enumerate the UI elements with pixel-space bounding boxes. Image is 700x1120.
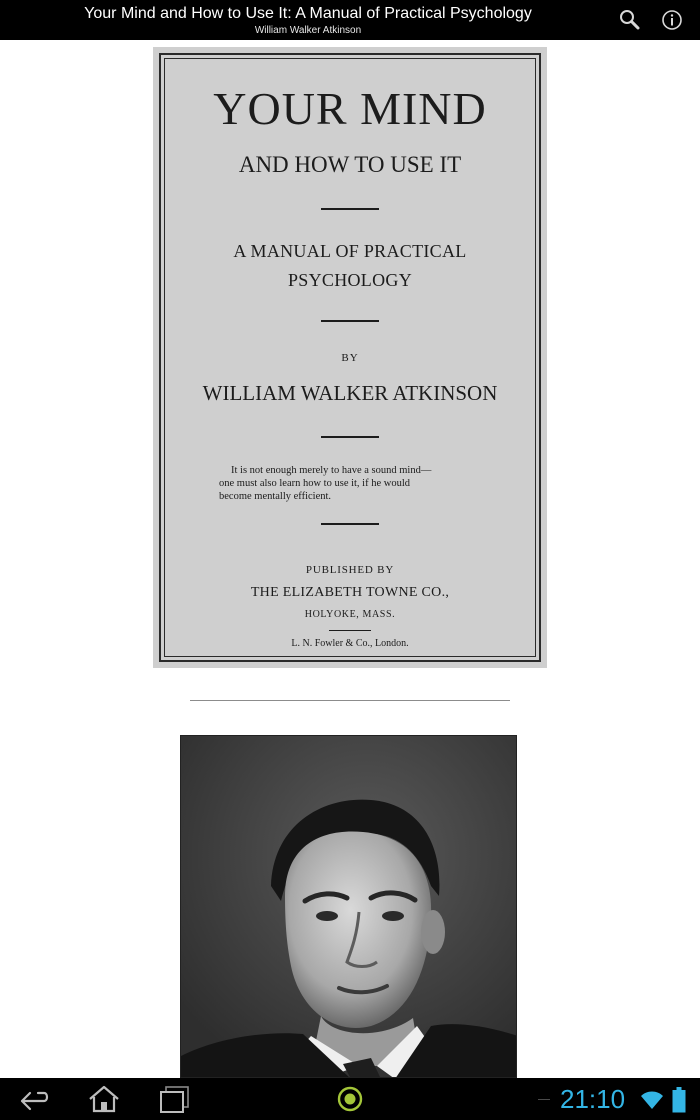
home-button[interactable] — [86, 1083, 122, 1115]
app-indicator-icon — [332, 1083, 368, 1115]
action-bar — [0, 0, 700, 40]
recent-apps-icon — [156, 1083, 192, 1115]
cover-rule — [321, 320, 379, 322]
cover-rule — [321, 523, 379, 525]
cover-quote-line: become mentally efficient. — [219, 491, 332, 502]
cover-quote — [219, 464, 481, 503]
reader-content[interactable] — [0, 40, 700, 1078]
battery-icon — [672, 1087, 686, 1113]
book-title: Your Mind and How to Use It: A Manual of Practical Psychology — [84, 5, 532, 22]
cover-manual-line2: PSYCHOLOGY — [287, 270, 413, 290]
cover-rule — [321, 208, 379, 210]
search-button[interactable] — [616, 6, 644, 34]
cover-place: HOLYOKE, MASS. — [304, 609, 396, 620]
portrait-drawing — [181, 736, 517, 1078]
back-button[interactable] — [16, 1083, 52, 1115]
status-clock[interactable]: 21:10 — [560, 1084, 626, 1114]
home-icon — [86, 1083, 122, 1115]
cover-author: WILLIAM WALKER ATKINSON — [202, 381, 498, 405]
cover-rule — [329, 630, 371, 631]
cover-subtitle: AND HOW TO USE IT — [238, 152, 462, 177]
cover-published-by: PUBLISHED BY — [305, 564, 395, 576]
section-divider — [190, 700, 510, 701]
book-author: William Walker Atkinson — [254, 25, 362, 36]
cover-title: YOUR MIND — [213, 83, 487, 134]
wifi-icon — [640, 1089, 664, 1111]
info-icon — [658, 6, 686, 34]
system-navigation-bar — [0, 1078, 700, 1120]
app-indicator-button[interactable] — [332, 1083, 368, 1115]
book-cover-image — [153, 47, 547, 668]
recent-apps-button[interactable] — [156, 1083, 192, 1115]
author-portrait-photo — [180, 735, 517, 1078]
cover-by: BY — [341, 352, 359, 364]
back-icon — [16, 1083, 52, 1115]
cover-manual-line1: A MANUAL OF PRACTICAL — [233, 241, 467, 261]
search-icon — [616, 6, 644, 34]
status-separator — [538, 1099, 550, 1100]
cover-london: L. N. Fowler & Co., London. — [291, 638, 409, 649]
cover-rule — [321, 436, 379, 438]
cover-quote-line: It is not enough merely to have a sound mind— — [231, 465, 432, 476]
cover-publisher: THE ELIZABETH TOWNE CO., — [250, 585, 450, 600]
info-button[interactable] — [658, 6, 686, 34]
cover-quote-line: one must also learn how to use it, if he would — [219, 478, 411, 489]
